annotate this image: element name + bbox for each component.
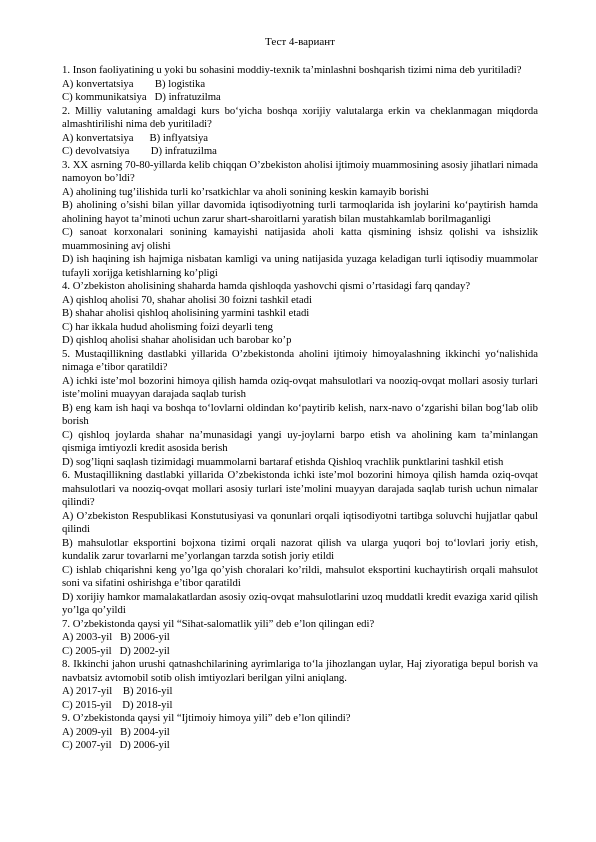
option-line: A) 2017-yil B) 2016-yil [62,685,173,697]
option-b: B) shahar aholisi qishloq aholisining yarmini tashkil etadi [62,307,310,319]
question-text: 3. XX asrning 70-80-yillarda kelib chiqqan O’zbekiston aholisi ijtimoiy muammosining asosiy jihatlari nimada namoyon bo’ldi? [62,158,538,184]
option-line: C) kommunikatsiya D) infratuzilma [62,91,221,103]
question-text: 9. O’zbekistonda qaysi yil “Ijtimoiy himoya yili” deb e’lon qilindi? [62,712,351,724]
option-line: C) 2007-yil D) 2006-yil [62,739,170,751]
question-4 [62,280,538,348]
option-line: A) 2009-yil B) 2004-yil [62,725,170,738]
question-text: 7. O’zbekistonda qaysi yil “Sihat-salomatlik yili” deb e’lon qilingan edi? [62,617,375,630]
option-c: C) har ikkala hudud aholisming foizi deyarli teng [62,320,274,333]
question-text: 5. Mustaqillikning dastlabki yillarida O’zbekistonda aholini ijtimoiy himoyalashning ikkinchi yo‘nalishida nimaga e’tibor qaratildi? [62,347,538,373]
question-9 [62,712,538,753]
question-7 [62,618,538,659]
option-a: A) qishloq aholisi 70, shahar aholisi 30 foizni tashkil etadi [62,293,312,306]
question-8 [62,658,538,712]
option-c: C) ishlab chiqarishni keng yo’lga qo’yish choralari ko’rildi, mahsulot eksportini kuchaytirish orqali mahsulot soni va sifatini oshirishga e’tibor qaratildi [62,563,538,589]
option-c: C) sanoat korxonalari sonining kamayishi natijasida aholi katta qismining ishsiz qolishi va ishsizlik muammosining avj olishi [62,226,538,252]
question-6 [62,469,538,618]
option-a: A) ichki iste’mol bozorini himoya qilish hamda oziq-ovqat mahsulotlari va nooziq-ovqat mollari asosiy turlari iste’molini muayyan darajada saqlab turish [62,374,538,400]
question-2 [62,105,538,159]
option-d: D) qishloq aholisi shahar aholisidan uch barobar ko’p [62,334,292,346]
option-line: C) 2005-yil D) 2002-yil [62,644,170,657]
option-d: D) xorijiy hamkor mamalakatlardan asosiy oziq-ovqat mahsulotlarini uzoq muddatli kredit evaziga xarid qilish yo’lga qo’yildi [62,590,538,616]
option-b: B) aholining o’sishi bilan yillar davomida iqtisodiyotning turli tarmoqlarida ish joylarini ko‘paytirish hamda aholining hayot ta’minoti uchun zarur shart-sharoitlarni yaratish bilan mustahkamlab borilmaganligi [62,199,538,225]
question-text: 8. Ikkinchi jahon urushi qatnashchilarining ayrimlariga to‘la jihozlangan uylar, Haj ziyoratiga bepul borish va navbatsiz avtomobil sotib olish imtiyozlari berilgan yilni aniqlang. [62,658,538,684]
option-c: C) qishloq joylarda shahar na’munasidagi yangi uy-joylarni barpo etish va aholining kam ta’minlangan qismiga imtiyozli kredit asosida berish [62,428,538,454]
question-text: 2. Milliy valutaning amaldagi kurs bo‘yicha boshqa xorijiy valutalarga erkin va cheklanmagan miqdorda almashtirilishi nima deb yuritiladi? [62,104,538,130]
option-d: D) sog’liqni saqlash tizimidagi muammolarni bartaraf etishda Qishloq vrachlik punktlarini tashkil etish [62,455,504,468]
question-1 [62,64,538,105]
question-text: 1. Inson faoliyatining u yoki bu sohasini moddiy-texnik ta’minlashni boshqarish tizimi nima deb yuritiladi? [62,64,522,76]
option-a: A) aholining tug’ilishida turli ko’rsatkichlar va aholi sonining keskin kamayib borishi [62,185,429,198]
question-text: 4. O’zbekiston aholisining shaharda hamda qishloqda yashovchi qismi o’rtasidagi farq qanday? [62,280,471,292]
option-b: B) mahsulotlar eksportini bojxona tizimi orqali nazorat qilish va ularga yuqori boj to‘lovlari joriy etish, kundalik zarur tovarlarni me’yorlangan tarzda sotish joriy etildi [62,536,538,562]
option-line: C) devolvatsiya D) infratuzilma [62,145,217,157]
page-title: Тест 4-вариант [265,36,335,48]
option-d: D) ish haqining ish hajmiga nisbatan kamligi va uning natijasida yuzaga keladigan turli iqtisodiy muammolar tufayli xorijga ketishlarning ko’pligi [62,253,538,279]
question-5 [62,348,538,470]
option-line: A) 2003-yil B) 2006-yil [62,631,170,643]
question-text: 6. Mustaqillikning dastlabki yillarida O’zbekistonda ichki iste’mol bozorini himoya qilish hamda oziq-ovqat mahsulotlari va nooziq-ovqat mollari asosiy turlari iste’molini muayyan darajada saqlab turish uchun nimalar qilindi? [62,469,538,508]
option-a: A) O’zbekiston Respublikasi Konstutusiyasi va qonunlari orqali iqtisodiyotni tartibga soluvchi hujjatlar qabul qilindi [62,509,538,535]
option-line: A) konvertatsiya B) inflyatsiya [62,131,209,144]
question-3 [62,159,538,281]
option-b: B) eng kam ish haqi va boshqa to‘lovlarni oldindan ko‘paytirib kelish, narx-navo o‘zgarishi bilan bog‘lab olib borish [62,401,538,427]
option-line: A) konvertatsiya B) logistika [62,77,206,90]
option-line: C) 2015-yil D) 2018-yil [62,698,173,711]
